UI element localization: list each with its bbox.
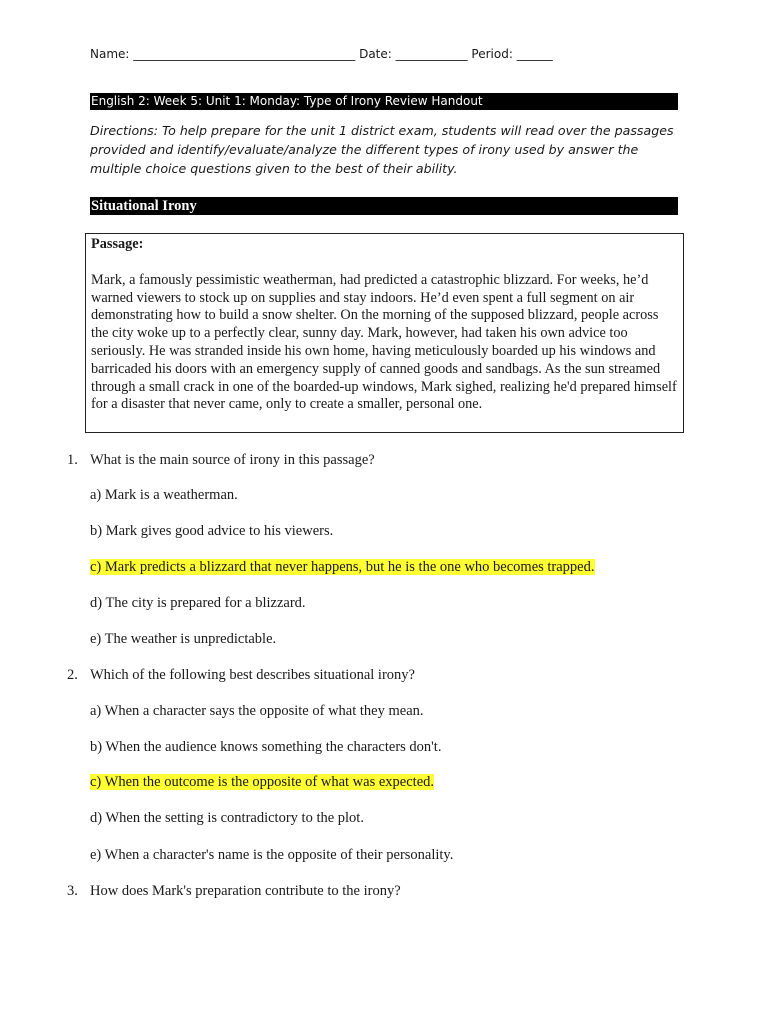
q1-option-e: e) The weather is unpredictable.	[90, 631, 277, 647]
passage-label: Passage:	[91, 236, 144, 252]
q2-option-b: b) When the audience knows something the characters don't.	[90, 739, 442, 755]
q1-option-a: a) Mark is a weatherman.	[90, 487, 238, 503]
q1-option-d: d) The city is prepared for a blizzard.	[90, 595, 306, 611]
passage-box	[85, 233, 684, 433]
question-text: How does Mark's preparation contribute to the irony?	[90, 883, 401, 899]
highlighted-answer: c) Mark predicts a blizzard that never happens, but he is the one who becomes trapped.	[90, 559, 595, 575]
section-heading-situational-irony: Situational Irony	[90, 197, 678, 215]
handout-title-bar: English 2: Week 5: Unit 1: Monday: Type of Irony Review Handout	[90, 93, 678, 110]
directions-text: Directions: To help prepare for the unit 1 district exam, students will read over the passages provided and identify/evaluate/analyze the different types of irony used by answer the multiple choice questions given to the best of their ability.	[90, 123, 674, 176]
passage-text: Mark, a famously pessimistic weatherman, had predicted a catastrophic blizzard. For weeks, he’d warned viewers to stock up on supplies and stay indoors. He’d even spent a full segment on air demonstrating how to build a snow shelter. On the morning of the supposed blizzard, people across the city woke up to a perfectly clear, sunny day. Mark, however, had taken his own advice too seriously. He was stranded inside his own home, having meticulously boarded up his windows and barricaded his doors with an emergency supply of canned goods and sandbags. As the sun streamed through a small crack in one of the boarded-up windows, Mark sighed, realizing he'd prepared himself for a disaster that never came, only to create a smaller, personal one.	[91, 271, 677, 413]
q2-option-a: a) When a character says the opposite of what they mean.	[90, 703, 424, 719]
question-text: What is the main source of irony in this passage?	[90, 452, 375, 468]
question-text: Which of the following best describes situational irony?	[90, 667, 415, 683]
q2-option-d: d) When the setting is contradictory to the plot.	[90, 810, 364, 826]
q1-option-c-highlighted	[90, 559, 595, 576]
q2-option-e: e) When a character's name is the opposite of their personality.	[90, 847, 454, 863]
question-number: 1.	[67, 452, 78, 468]
name-date-period-line: Name: _____________________________________ Date: ____________ Period: ______	[90, 47, 553, 61]
question-number: 2.	[67, 667, 78, 683]
question-number: 3.	[67, 883, 78, 899]
q2-option-c-highlighted	[90, 774, 434, 791]
highlighted-answer: c) When the outcome is the opposite of what was expected.	[90, 774, 434, 790]
q1-option-b: b) Mark gives good advice to his viewers.	[90, 523, 334, 539]
